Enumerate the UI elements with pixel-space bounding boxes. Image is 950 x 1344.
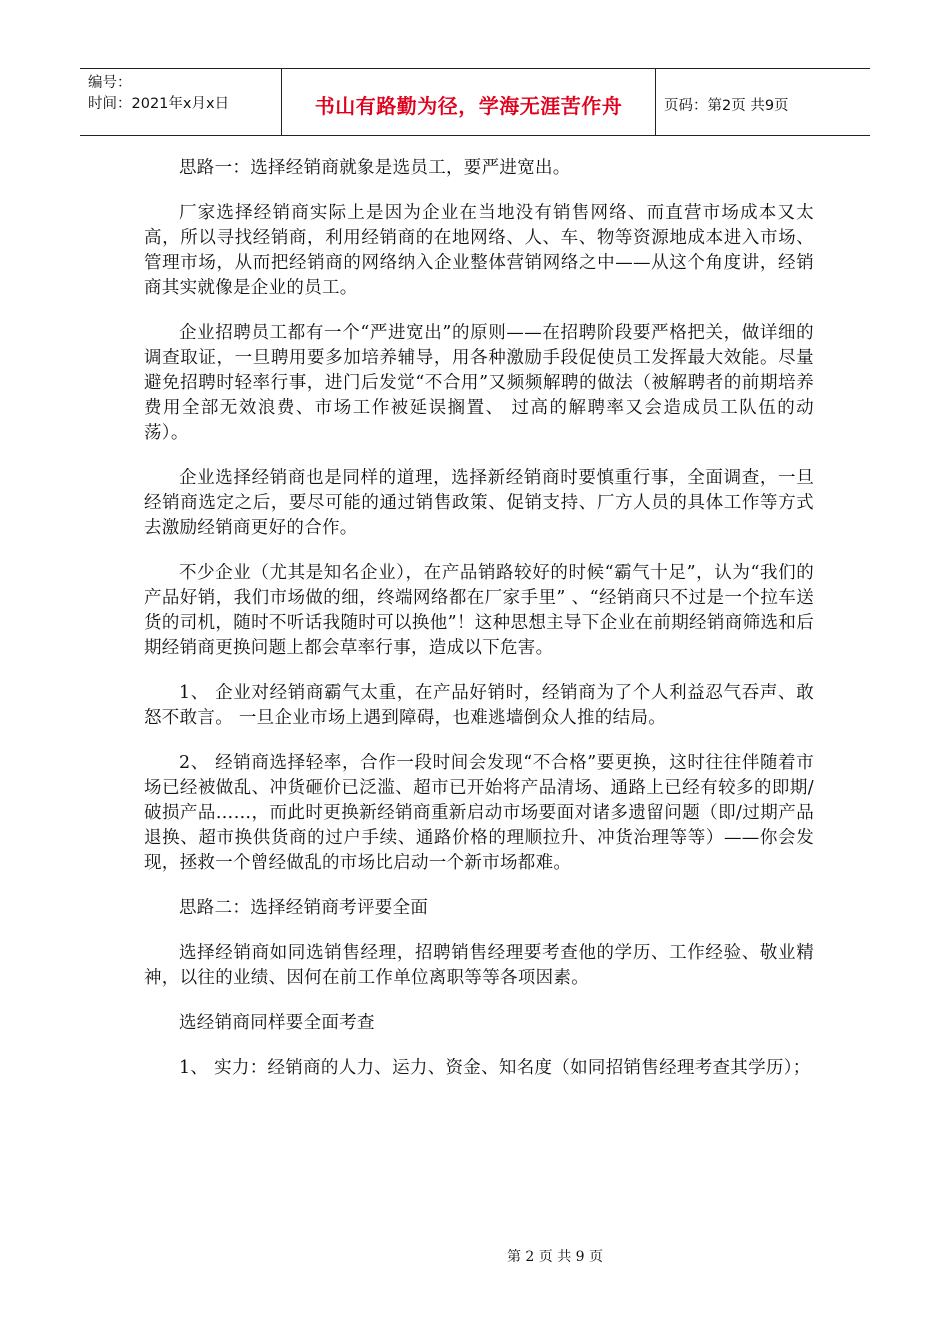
paragraph: 企业招聘员工都有一个“严进宽出”的原则——在招聘阶段要严格把关，做详细的调查取证，一旦聘用要多加培养辅导，用各种激励手段促使员工发挥最大效能。尽量避免招聘时轻率行事，进门后发觉“不合用”又频频解聘的做法（被解聘者的前期培养费用全部无效浪费、市场工作被延误搁置、 过高的解聘率又会造成员工队伍的动荡）。 [144,323,814,443]
header-motto-cell [282,69,656,135]
header-page-cell [656,69,870,135]
paragraph: 1、 企业对经销商霸气太重，在产品好销时，经销商为了个人利益忍气吞声、敢怒不敢言。 一旦企业市场上遇到障碍，也难逃墙倒众人推的结局。 [144,683,814,728]
header-page-label: 页码：第2页 共9页 [664,97,789,114]
header-meta-cell [80,69,282,135]
paragraph: 不少企业（尤其是知名企业），在产品销路较好的时候“霸气十足”，认为“我们的产品好销，我们市场做的细，终端网络都在厂家手里” 、“经销商只不过是一个拉车送货的司机，随时不听话我随时可以换他”！这种思想主导下企业在前期经销商筛选和后期经销商更换问题上都会草率行事，造成以下危害。 [144,563,814,658]
page-footer [0,1246,950,1266]
header-table [80,68,870,136]
paragraph: 思路二：选择经销商考评要全面 [179,898,429,918]
paragraph: 选经销商同样要全面考查 [179,1013,375,1033]
footer-page-number: 第 2 页 共 9 页 [506,1249,604,1265]
paragraph: 思路一：选择经销商就象是选员工，要严进宽出。 [179,158,571,178]
document-number-label: 编号： [88,75,132,91]
paragraph: 企业选择经销商也是同样的道理，选择新经销商时要慎重行事，全面调查，一旦经销商选定之后，要尽可能的通过销售政策、促销支持、厂方人员的具体工作等方式去激励经销商更好的合作。 [144,468,814,538]
header-motto: 书山有路勤为径，学海无涯苦作舟 [314,93,623,118]
paragraph: 厂家选择经销商实际上是因为企业在当地没有销售网络、而直营市场成本又太高，所以寻找经销商，利用经销商的在地网络、人、车、物等资源地成本进入市场、管理市场，从而把经销商的网络纳入企业整体营销网络之中——从这个角度讲，经销商其实就像是企业的员工。 [144,203,814,298]
paragraph: 选择经销商如同选销售经理，招聘销售经理要考查他的学历、工作经验、敬业精神，以往的业绩、因何在前工作单位离职等等各项因素。 [144,943,814,988]
paragraph: 2、 经销商选择轻率，合作一段时间会发现“不合格”要更换，这时往往伴随着市场已经被做乱、冲货砸价已泛滥、超市已开始将产品清场、通路上已经有较多的即期/破损产品……，而此时更换新经销商重新启动市场要面对诸多遗留问题（即/过期产品退换、超市换供货商的过户手续、通路价格的理顺拉升、冲货治理等等）——你会发现，拯救一个曾经做乱的市场比启动一个新市场都难。 [144,753,814,873]
document-body [144,156,814,1101]
document-time-label: 时间：2021年x月x日 [88,96,230,112]
paragraph: 1、 实力：经销商的人力、运力、资金、知名度（如同招销售经理考查其学历）； [179,1058,811,1078]
